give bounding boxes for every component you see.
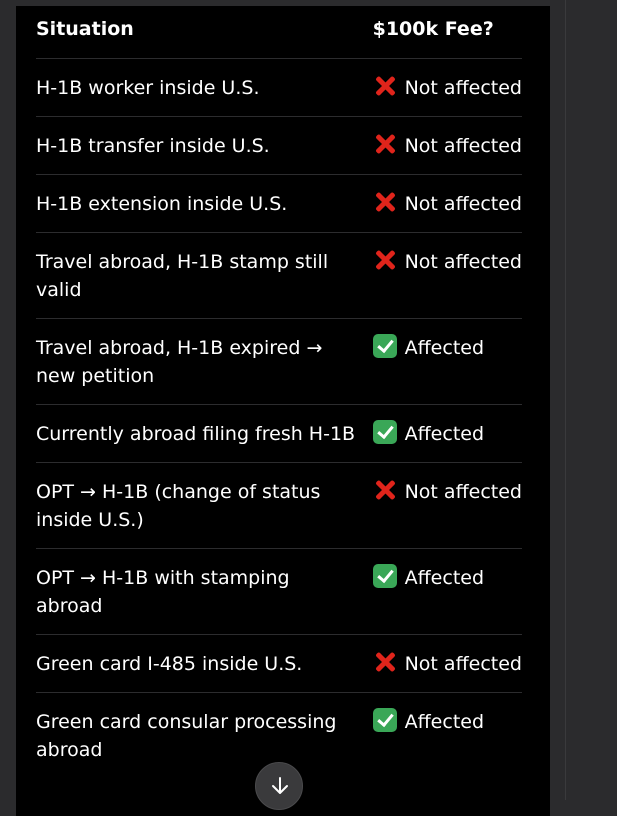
fee-status: Not affected: [404, 653, 522, 675]
scroll-down-button[interactable]: [255, 762, 303, 810]
fee-status: Not affected: [404, 481, 522, 503]
check-mark-icon: [373, 334, 397, 358]
situation-cell: Travel abroad, H-1B expired → new petition: [36, 337, 323, 387]
chat-response-card: [16, 6, 550, 816]
situation-cell: Green card I-485 inside U.S.: [36, 653, 303, 675]
situation-cell: H-1B extension inside U.S.: [36, 193, 288, 215]
check-mark-icon: [373, 708, 397, 732]
fee-cell: [373, 635, 522, 693]
fee-status: Affected: [404, 711, 485, 733]
situation-cell: Travel abroad, H-1B stamp still valid: [36, 251, 329, 301]
situation-cell: H-1B worker inside U.S.: [36, 77, 260, 99]
fee-status: Affected: [404, 567, 485, 589]
check-mark-icon: [373, 420, 397, 444]
fee-cell: [373, 59, 522, 117]
fee-cell: [373, 233, 522, 319]
table-row: [36, 117, 522, 175]
table-row: [36, 233, 522, 319]
table-row: [36, 59, 522, 117]
fee-cell: [373, 117, 522, 175]
fee-cell: [373, 405, 522, 463]
table-header-row: [36, 6, 522, 59]
situation-cell: Currently abroad filing fresh H-1B: [36, 423, 356, 445]
header-situation: Situation: [36, 18, 134, 40]
table-row: [36, 635, 522, 693]
fee-cell: [373, 693, 522, 779]
fee-status: Not affected: [404, 77, 522, 99]
cross-mark-icon: [373, 132, 397, 156]
table-row: [36, 549, 522, 635]
situation-cell: OPT → H-1B (change of status inside U.S.): [36, 481, 321, 531]
fee-status: Not affected: [404, 135, 522, 157]
fee-status: Not affected: [404, 193, 522, 215]
table-row: [36, 175, 522, 233]
cross-mark-icon: [373, 74, 397, 98]
fee-cell: [373, 549, 522, 635]
cross-mark-icon: [373, 248, 397, 272]
table-row: [36, 319, 522, 405]
arrow-down-icon: [269, 775, 291, 797]
panel-divider: [565, 0, 566, 800]
check-mark-icon: [373, 564, 397, 588]
fee-cell: [373, 319, 522, 405]
table-row: [36, 463, 522, 549]
cross-mark-icon: [373, 478, 397, 502]
fee-status: Affected: [404, 423, 485, 445]
situation-cell: Green card consular processing abroad: [36, 711, 337, 761]
fee-status: Not affected: [404, 251, 522, 273]
cross-mark-icon: [373, 190, 397, 214]
fee-status: Affected: [404, 337, 485, 359]
cross-mark-icon: [373, 650, 397, 674]
situation-cell: H-1B transfer inside U.S.: [36, 135, 270, 157]
table-body: [36, 59, 522, 779]
header-fee: $100k Fee?: [372, 18, 494, 40]
situation-cell: OPT → H-1B with stamping abroad: [36, 567, 290, 617]
fee-cell: [373, 175, 522, 233]
fee-cell: [373, 463, 522, 549]
fee-table: [36, 6, 522, 778]
table-row: [36, 405, 522, 463]
